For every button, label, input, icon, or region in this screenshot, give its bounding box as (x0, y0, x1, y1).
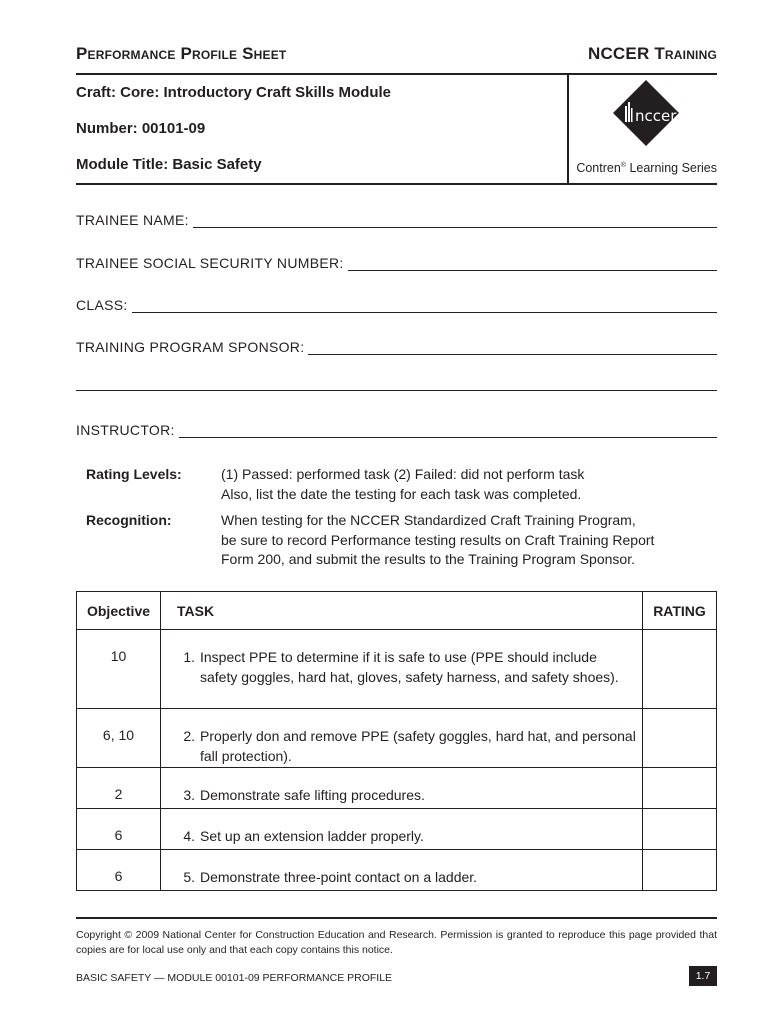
task-cell: 1. Inspect PPE to determine if it is safe to use (PPE should include safety goggles, hard hat, gloves, safety harness, and safety shoes). (161, 630, 643, 709)
trainee-name-field[interactable]: TRAINEE NAME: (76, 208, 717, 228)
rating-cell[interactable] (643, 630, 717, 709)
rating-levels-label: Rating Levels: (86, 466, 182, 482)
recognition-label: Recognition: (86, 512, 172, 528)
nccer-logo (569, 78, 717, 182)
table-row (77, 809, 717, 850)
table-row (77, 850, 717, 891)
footer-module-line: BASIC SAFETY — MODULE 00101-09 PERFORMANCE PROFILE (76, 972, 393, 984)
task-cell: 3. Demonstrate safe lifting procedures. (161, 768, 643, 809)
rating-cell[interactable] (643, 809, 717, 850)
copyright-notice: Copyright © 2009 National Center for Construction Education and Research. Permission is granted to reproduce this page provided that copies are for local use only and that each copy contains this notice. (76, 929, 717, 956)
training-title: NCCER Training (587, 44, 717, 63)
class-field[interactable]: CLASS: (76, 293, 717, 313)
task-header: TASK (161, 592, 643, 630)
module-info-box (76, 75, 568, 183)
page-number: 1.7 (689, 966, 717, 986)
craft-line: Craft: Core: Introductory Craft Skills Module (76, 84, 392, 101)
table-row (77, 709, 717, 768)
footer-rule (76, 917, 717, 919)
objective-header: Objective (77, 592, 161, 630)
objective-cell: 6 (77, 809, 161, 850)
module-title-line: Module Title: Basic Safety (76, 156, 262, 173)
task-cell: 5. Demonstrate three-point contact on a ladder. (161, 850, 643, 891)
sheet-title: Performance Profile Sheet (76, 44, 287, 63)
objective-cell: 6, 10 (77, 709, 161, 768)
page-header (76, 44, 717, 66)
task-cell: 2. Properly don and remove PPE (safety goggles, hard hat, and personal fall protection). (161, 709, 643, 768)
task-cell: 4. Set up an extension ladder properly. (161, 809, 643, 850)
task-table (76, 591, 717, 891)
number-line: Number: 00101-09 (76, 120, 206, 137)
rating-header: RATING (643, 592, 717, 630)
recognition-text: When testing for the NCCER Standardized Craft Training Program, be sure to record Performance testing results on Craft Training Report Form 200, and submit the results to the Training Program Sponsor. (221, 512, 655, 567)
rating-cell[interactable] (643, 768, 717, 809)
table-row (77, 768, 717, 809)
rating-levels-text: (1) Passed: performed task (2) Failed: did not perform task Also, list the date the testing for each task was completed. (221, 466, 585, 502)
table-row (77, 630, 717, 709)
objective-cell: 2 (77, 768, 161, 809)
performance-profile-page (76, 0, 717, 1024)
nccer-diamond-icon (569, 78, 717, 160)
logo-text: nccer (635, 107, 677, 125)
sponsor-field[interactable]: TRAINING PROGRAM SPONSOR: (76, 335, 717, 355)
objective-cell: 10 (77, 630, 161, 709)
objective-cell: 6 (77, 850, 161, 891)
trainee-ssn-field[interactable]: TRAINEE SOCIAL SECURITY NUMBER: (76, 251, 717, 271)
rating-cell[interactable] (643, 850, 717, 891)
instructor-field[interactable]: INSTRUCTOR: (76, 418, 717, 438)
contren-series-label: Contren® Learning Series (576, 161, 717, 175)
rating-cell[interactable] (643, 709, 717, 768)
info-box-rule (76, 183, 717, 185)
sponsor-continuation-line[interactable] (76, 390, 717, 391)
